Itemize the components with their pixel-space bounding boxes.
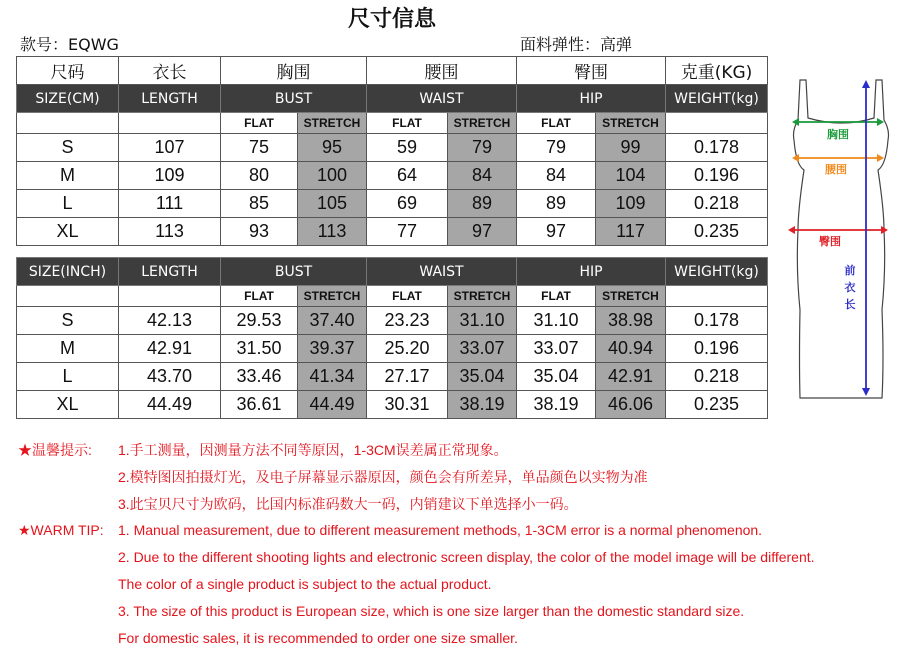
value-cell: 89 [448,190,517,218]
value-cell: 84 [517,162,596,190]
subheader-stretch: STRETCH [448,113,517,134]
value-cell: 0.178 [666,307,768,335]
page-title: 尺寸信息 [347,7,436,32]
header-length: LENGTH [119,85,221,113]
value-cell: 42.13 [119,307,221,335]
value-cell: 64 [367,162,448,190]
size-cell: S [17,134,119,162]
value-cell: 117 [596,218,666,246]
subheader-flat: FLAT [221,286,298,307]
value-cell: 95 [298,134,367,162]
table-row [17,391,768,419]
value-cell: 113 [119,218,221,246]
cn-header-weight: 克重(KG) [666,57,768,85]
value-cell: 23.23 [367,307,448,335]
subheader-flat: FLAT [517,113,596,134]
tip-en-2: 2. Due to the different shooting lights and electronic screen display, the color of the model image will be different. [118,549,815,565]
value-cell: 39.37 [298,335,367,363]
dress-measurement-diagram [782,70,894,410]
table-row [17,363,768,391]
value-cell: 35.04 [448,363,517,391]
tip-cn-3: 3.此宝贝尺寸为欧码，比国内标准码数大一码，内销建议下单选择小一码。 [118,496,578,512]
value-cell: 79 [448,134,517,162]
value-cell: 93 [221,218,298,246]
cn-header-bust: 胸围 [221,57,367,85]
size-cell: L [17,190,119,218]
waist-label: 腰围 [825,163,847,176]
tip-cn-1: 1.手工测量，因测量方法不同等原因，1-3CM误差属正常现象。 [118,442,508,458]
bust-label: 胸围 [827,128,849,141]
value-cell: 41.34 [298,363,367,391]
value-cell: 33.07 [517,335,596,363]
value-cell: 0.178 [666,134,768,162]
header-weight: WEIGHT(kg) [666,258,768,286]
value-cell: 89 [517,190,596,218]
tips-cn-label: ★温馨提示: [18,442,92,458]
value-cell: 42.91 [596,363,666,391]
length-label-1: 前 [844,264,856,277]
subheader-flat: FLAT [367,113,448,134]
value-cell: 44.49 [298,391,367,419]
size-table-cm [16,56,768,246]
subheader-stretch: STRETCH [596,286,666,307]
value-cell: 40.94 [596,335,666,363]
value-cell: 30.31 [367,391,448,419]
value-cell: 69 [367,190,448,218]
value-cell: 111 [119,190,221,218]
value-cell: 33.07 [448,335,517,363]
value-cell: 29.53 [221,307,298,335]
en-header-row [17,258,768,286]
size-cell: S [17,307,119,335]
cn-header-length: 衣长 [119,57,221,85]
subheader-stretch: STRETCH [596,113,666,134]
tip-en-1: 1. Manual measurement, due to different measurement methods, 1-3CM error is a normal phenomenon. [118,522,763,538]
subheader-stretch: STRETCH [298,113,367,134]
header-size: SIZE(INCH) [17,258,119,286]
value-cell: 75 [221,134,298,162]
table-row [17,162,768,190]
value-cell: 35.04 [517,363,596,391]
header-length: LENGTH [119,258,221,286]
table-row [17,307,768,335]
table-row [17,134,768,162]
value-cell: 31.50 [221,335,298,363]
size-cell: M [17,335,119,363]
header-bust: BUST [221,258,367,286]
value-cell: 113 [298,218,367,246]
header-waist: WAIST [367,85,517,113]
value-cell: 85 [221,190,298,218]
tips-en-label: ★WARM TIP: [18,522,104,538]
value-cell: 109 [596,190,666,218]
value-cell: 46.06 [596,391,666,419]
subheader-flat: FLAT [221,113,298,134]
value-cell: 33.46 [221,363,298,391]
value-cell: 79 [517,134,596,162]
value-cell: 42.91 [119,335,221,363]
size-cell: M [17,162,119,190]
subheader-stretch: STRETCH [448,286,517,307]
size-cell: L [17,363,119,391]
tip-en-3: The color of a single product is subject to the actual product. [118,576,492,592]
subheader-stretch: STRETCH [298,286,367,307]
subheader-row [17,286,768,307]
value-cell: 38.19 [517,391,596,419]
value-cell: 0.218 [666,190,768,218]
subheader-row [17,113,768,134]
tip-cn-2: 2.模特图因拍摄灯光，及电子屏幕显示器原因，颜色会有所差异，单品颜色以实物为准 [118,469,648,485]
value-cell: 44.49 [119,391,221,419]
value-cell: 107 [119,134,221,162]
value-cell: 27.17 [367,363,448,391]
value-cell: 31.10 [448,307,517,335]
value-cell: 0.196 [666,335,768,363]
length-label-3: 长 [844,298,856,311]
tip-en-5: For domestic sales, it is recommended to order one size smaller. [118,630,518,646]
table-row [17,218,768,246]
subheader-flat: FLAT [517,286,596,307]
tip-en-4: 3. The size of this product is European size, which is one size larger than the domestic standard size. [118,603,745,619]
value-cell: 38.19 [448,391,517,419]
value-cell: 36.61 [221,391,298,419]
table-row [17,190,768,218]
value-cell: 37.40 [298,307,367,335]
header-bust: BUST [221,85,367,113]
value-cell: 59 [367,134,448,162]
value-cell: 31.10 [517,307,596,335]
header-waist: WAIST [367,258,517,286]
en-header-row [17,85,768,113]
value-cell: 97 [448,218,517,246]
value-cell: 0.196 [666,162,768,190]
value-cell: 25.20 [367,335,448,363]
value-cell: 105 [298,190,367,218]
value-cell: 97 [517,218,596,246]
style-number: 款号：EQWG [20,35,119,54]
value-cell: 80 [221,162,298,190]
value-cell: 38.98 [596,307,666,335]
table-row [17,335,768,363]
value-cell: 43.70 [119,363,221,391]
cn-header-row [17,57,768,85]
value-cell: 100 [298,162,367,190]
value-cell: 0.218 [666,363,768,391]
header-weight: WEIGHT(kg) [666,85,768,113]
fabric-elasticity: 面料弹性：高弹 [520,35,633,54]
cn-header-waist: 腰围 [367,57,517,85]
value-cell: 99 [596,134,666,162]
size-cell: XL [17,391,119,419]
length-label-2: 衣 [844,281,856,294]
header-size: SIZE(CM) [17,85,119,113]
value-cell: 77 [367,218,448,246]
cn-header-size: 尺码 [17,57,119,85]
value-cell: 104 [596,162,666,190]
value-cell: 0.235 [666,218,768,246]
size-table-inch [16,257,768,419]
header-hip: HIP [517,258,666,286]
hip-label: 臀围 [819,235,841,248]
subheader-flat: FLAT [367,286,448,307]
header-hip: HIP [517,85,666,113]
value-cell: 84 [448,162,517,190]
size-cell: XL [17,218,119,246]
value-cell: 109 [119,162,221,190]
value-cell: 0.235 [666,391,768,419]
cn-header-hip: 臀围 [517,57,666,85]
